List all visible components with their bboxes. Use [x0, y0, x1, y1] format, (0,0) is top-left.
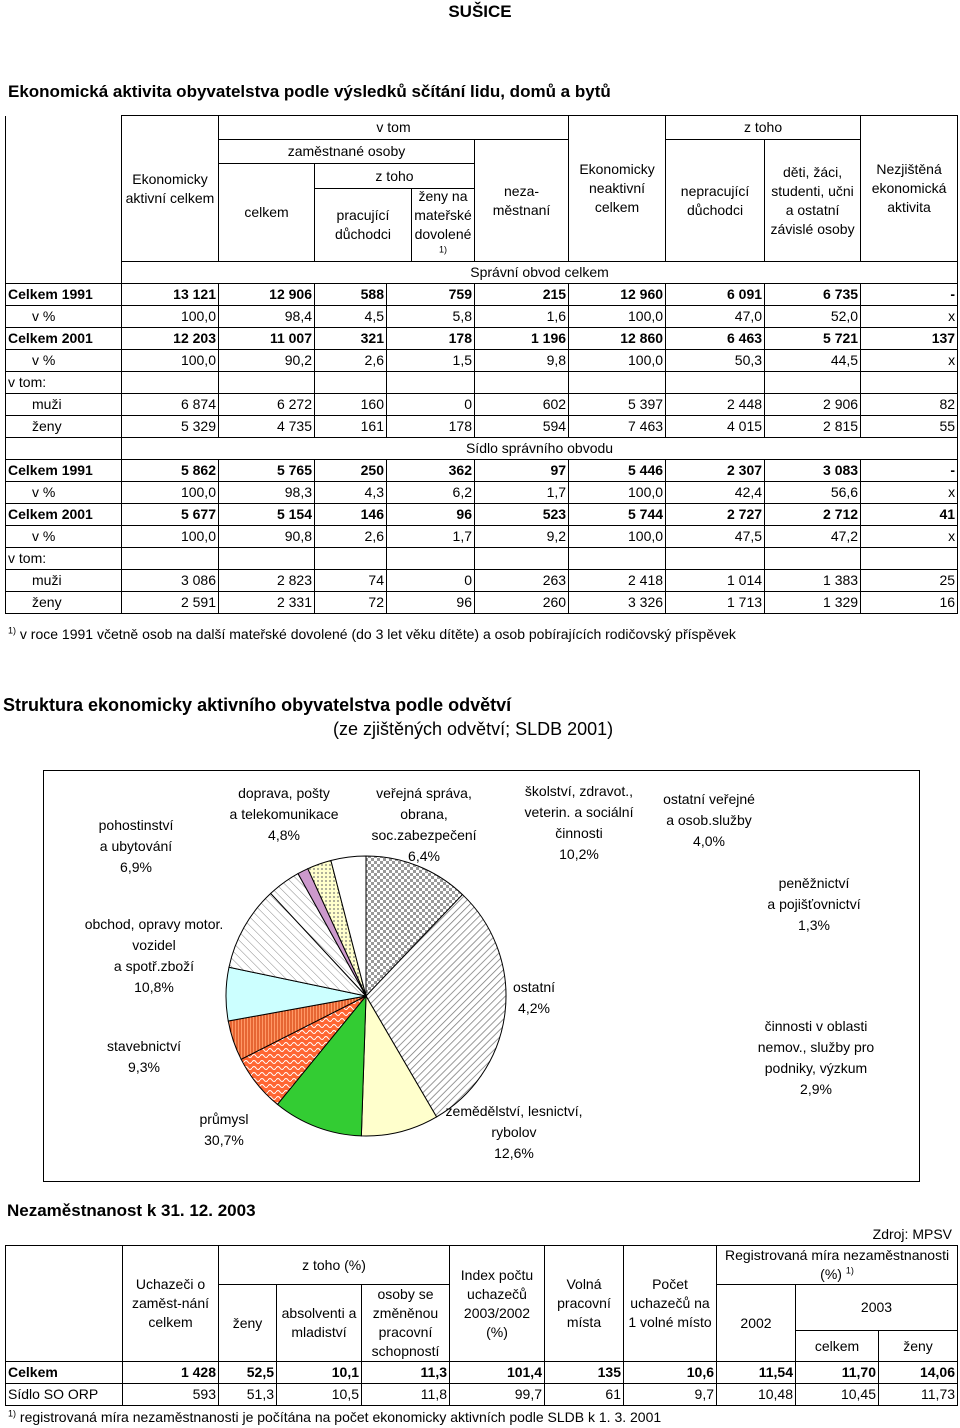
table-cell: 2,6 — [315, 526, 387, 548]
table-cell: 5 744 — [569, 504, 666, 526]
table-cell: 100,0 — [122, 350, 219, 372]
table-cell: 4,3 — [315, 482, 387, 504]
table-cell — [765, 372, 861, 394]
row-label: Celkem — [6, 1362, 123, 1384]
row-label: Celkem 1991 — [6, 460, 122, 482]
table-cell: 12 960 — [569, 284, 666, 306]
table-cell: 90,8 — [219, 526, 315, 548]
table-cell: 41 — [861, 504, 958, 526]
table-cell: 10,45 — [796, 1384, 879, 1406]
table-cell: 1 014 — [666, 570, 765, 592]
table-cell — [475, 372, 569, 394]
table-cell: 1,6 — [475, 306, 569, 328]
table-cell: 602 — [475, 394, 569, 416]
pie-label-line: soc.zabezpečení — [371, 827, 477, 843]
table-cell: 44,5 — [765, 350, 861, 372]
header-v-tom: v tom — [219, 116, 569, 140]
header-unemployed: neza-městnaní — [475, 140, 569, 262]
table-row — [6, 460, 958, 482]
table-cell: 12 906 — [219, 284, 315, 306]
table-cell: 2 307 — [666, 460, 765, 482]
table-cell: 98,4 — [219, 306, 315, 328]
table-cell: 10,5 — [277, 1384, 362, 1406]
city-title: SUŠICE — [448, 2, 512, 21]
table-cell: 2 712 — [765, 504, 861, 526]
header-employed: zaměstnané osoby — [219, 140, 475, 164]
source-note: Zdroj: MPSV — [872, 1226, 952, 1242]
table-cell: 5 677 — [122, 504, 219, 526]
table-cell: 100,0 — [122, 306, 219, 328]
table-cell: 3 086 — [122, 570, 219, 592]
table-cell: 100,0 — [122, 482, 219, 504]
table-row — [6, 350, 958, 372]
pie-label-line: ostatní veřejné — [663, 791, 755, 807]
pie-label-line: 6,4% — [408, 848, 440, 864]
pie-label-line: nemov., služby pro — [757, 1039, 875, 1055]
table-cell: 4 015 — [666, 416, 765, 438]
table-cell: 9,7 — [624, 1384, 717, 1406]
table-cell: 2 727 — [666, 504, 765, 526]
table-cell: x — [861, 526, 958, 548]
pie-slice-label — [525, 781, 634, 865]
row-label: ženy — [6, 592, 122, 614]
header-inactive-total: Ekonomicky neaktivní celkem — [569, 116, 666, 262]
table-cell: 5 329 — [122, 416, 219, 438]
table-cell: 362 — [387, 460, 475, 482]
economic-activity-table — [5, 115, 958, 614]
table-cell: 6,2 — [387, 482, 475, 504]
table-cell: 10,6 — [624, 1362, 717, 1384]
table-cell — [666, 548, 765, 570]
section-spacer — [6, 438, 122, 460]
table-cell: 759 — [387, 284, 475, 306]
table-cell: 2 331 — [219, 592, 315, 614]
pie-label-line: činnosti v oblasti — [764, 1018, 868, 1034]
table-cell: 6 735 — [765, 284, 861, 306]
table-cell: 5,8 — [387, 306, 475, 328]
table-cell: 5 446 — [569, 460, 666, 482]
table-cell — [569, 548, 666, 570]
corner-cell — [6, 116, 122, 262]
table-cell: 146 — [315, 504, 387, 526]
header-nonworking-pensioners: nepracující důchodci — [666, 140, 765, 262]
table-cell: 3 326 — [569, 592, 666, 614]
t3-header-2003-women: ženy — [879, 1331, 958, 1362]
t3-header-women: ženy — [219, 1285, 277, 1362]
table-row — [6, 328, 958, 350]
table-cell: 100,0 — [569, 482, 666, 504]
pie-label-line: 10,8% — [134, 979, 174, 995]
pie-label-line: vozidel — [132, 937, 176, 953]
pie-label-line: a ubytování — [99, 838, 173, 854]
t3-header-2003: 2003 — [796, 1285, 958, 1331]
table-cell — [861, 372, 958, 394]
table-cell — [315, 372, 387, 394]
table-cell — [387, 548, 475, 570]
table-cell: 2 418 — [569, 570, 666, 592]
table-cell: 11,54 — [717, 1362, 796, 1384]
table-cell — [666, 372, 765, 394]
section1-title: Ekonomická aktivita obyvatelstva podle výsledků sčítání lidu, domů a bytů — [8, 82, 611, 101]
table-cell — [861, 548, 958, 570]
table-cell: 1 713 — [666, 592, 765, 614]
table-cell: 96 — [387, 592, 475, 614]
pie-label-line: 1,3% — [798, 917, 830, 933]
table-row — [6, 548, 958, 570]
table-cell: 52,5 — [219, 1362, 277, 1384]
table-cell: 2 591 — [122, 592, 219, 614]
table-cell: 215 — [475, 284, 569, 306]
table-cell: 12 860 — [569, 328, 666, 350]
row-label: v tom: — [6, 548, 122, 570]
table-row — [6, 504, 958, 526]
table-cell — [569, 372, 666, 394]
table-row — [6, 526, 958, 548]
table-cell: 13 121 — [122, 284, 219, 306]
header-z-toho-inactive: z toho — [666, 116, 861, 140]
table-cell — [475, 548, 569, 570]
t3-corner-cell — [6, 1246, 123, 1362]
pie-slice-label — [371, 783, 476, 867]
table-cell: 56,6 — [765, 482, 861, 504]
t3-header-z-toho: z toho (%) — [219, 1246, 450, 1285]
table-cell: 2 906 — [765, 394, 861, 416]
table-cell: 7 463 — [569, 416, 666, 438]
table-cell: 6 272 — [219, 394, 315, 416]
table-cell — [219, 548, 315, 570]
table-cell: 100,0 — [569, 526, 666, 548]
pie-slice-label — [99, 815, 174, 878]
table-row — [6, 592, 958, 614]
table-cell: 11,70 — [796, 1362, 879, 1384]
pie-label-line: podniky, výzkum — [764, 1060, 868, 1076]
pie-label-line: stavebnictví — [107, 1038, 181, 1054]
section2-subtitle: (ze zjištěných odvětví; SLDB 2001) — [333, 719, 614, 739]
pie-label-line: obchod, opravy motor. — [84, 916, 224, 932]
pie-chart-frame — [43, 770, 920, 1182]
section-label: Správní obvod celkem — [122, 262, 958, 284]
table-cell: 1,7 — [387, 526, 475, 548]
row-label: Celkem 2001 — [6, 328, 122, 350]
table-cell: 6 091 — [666, 284, 765, 306]
table-cell: 1,7 — [475, 482, 569, 504]
pie-label-line: a spotř.zboží — [113, 958, 195, 974]
table-cell: 11 007 — [219, 328, 315, 350]
row-label: ženy — [6, 416, 122, 438]
header-unknown: Nezjištěná ekonomická aktivita — [861, 116, 958, 262]
table-row — [6, 394, 958, 416]
table-cell: 97 — [475, 460, 569, 482]
table-cell: 74 — [315, 570, 387, 592]
pie-label-line: 2,9% — [800, 1081, 832, 1097]
pie-label-line: ostatní — [512, 979, 556, 995]
pie-label-line: obrana, — [400, 806, 448, 822]
table-cell: 137 — [861, 328, 958, 350]
header-ea-total: Ekonomicky aktivní celkem — [122, 116, 219, 262]
section-label: Sídlo správního obvodu — [122, 438, 958, 460]
table-cell: 51,3 — [219, 1384, 277, 1406]
table-cell: 99,7 — [450, 1384, 545, 1406]
row-label: v % — [6, 350, 122, 372]
pie-label-line: 6,9% — [120, 859, 152, 875]
table-row — [6, 416, 958, 438]
table-cell: 2,6 — [315, 350, 387, 372]
table-cell: 11,8 — [362, 1384, 450, 1406]
table-cell — [765, 548, 861, 570]
table-cell: 250 — [315, 460, 387, 482]
table-cell: - — [861, 460, 958, 482]
row-label: v % — [6, 482, 122, 504]
row-label: muži — [6, 570, 122, 592]
pie-label-line: 4,0% — [693, 833, 725, 849]
header-working-pensioners: pracující důchodci — [334, 207, 392, 242]
pie-slice-label — [446, 1101, 583, 1164]
table-cell: 4 735 — [219, 416, 315, 438]
pie-slice-label — [107, 1036, 181, 1078]
table-cell: 25 — [861, 570, 958, 592]
table-cell: 5 862 — [122, 460, 219, 482]
row-label: v % — [6, 306, 122, 328]
table-cell: 9,8 — [475, 350, 569, 372]
pie-slice-label — [230, 783, 339, 846]
table-cell: 1 196 — [475, 328, 569, 350]
t3-header-2002: 2002 — [717, 1285, 796, 1362]
table-cell: 98,3 — [219, 482, 315, 504]
table-cell: 100,0 — [569, 350, 666, 372]
header-z-toho-block — [315, 164, 475, 262]
pie-label-line: doprava, pošty — [238, 785, 330, 801]
table-cell: 12 203 — [122, 328, 219, 350]
pie-label-line: veterin. a sociální — [524, 804, 634, 820]
pie-slice-label — [85, 914, 224, 998]
table-cell: 0 — [387, 394, 475, 416]
table-cell: 5 154 — [219, 504, 315, 526]
table-cell: x — [861, 306, 958, 328]
table-row — [6, 372, 958, 394]
table-cell: 96 — [387, 504, 475, 526]
pie-slice-label — [513, 977, 555, 1019]
table-cell: 160 — [315, 394, 387, 416]
section3-title: Nezaměstnanost k 31. 12. 2003 — [7, 1201, 256, 1220]
table-cell — [122, 372, 219, 394]
table-cell — [122, 548, 219, 570]
table-cell: 1,5 — [387, 350, 475, 372]
t3-header-reduced: osoby se změněnou pracovní schopností — [362, 1285, 450, 1362]
row-label: v % — [6, 526, 122, 548]
table-cell: 593 — [123, 1384, 219, 1406]
pie-label-line: školství, zdravot., — [524, 783, 634, 799]
table-cell: 2 448 — [666, 394, 765, 416]
t3-header-per-vacancy: Počet uchazečů na 1 volné místo — [624, 1246, 717, 1362]
table-cell — [387, 372, 475, 394]
table-cell: 321 — [315, 328, 387, 350]
table-cell: 260 — [475, 592, 569, 614]
t3-header-vacancies: Volná pracovní místa — [545, 1246, 624, 1362]
pie-label-line: 4,8% — [268, 827, 300, 843]
table-cell: 47,5 — [666, 526, 765, 548]
table-cell: 594 — [475, 416, 569, 438]
table-cell: 1 329 — [765, 592, 861, 614]
table-cell: 52,0 — [765, 306, 861, 328]
table-cell: 10,1 — [277, 1362, 362, 1384]
row-label: Celkem 2001 — [6, 504, 122, 526]
row-label: v tom: — [6, 372, 122, 394]
table-row — [6, 306, 958, 328]
pie-label-line: pohostinství — [98, 817, 174, 833]
table-cell: 5 765 — [219, 460, 315, 482]
row-label: muži — [6, 394, 122, 416]
pie-label-line: a pojišťovnictví — [767, 896, 861, 912]
pie-label-line: 9,3% — [128, 1059, 160, 1075]
t3-header-applicants: Uchazeči o zaměst-nání celkem — [123, 1246, 219, 1362]
table-cell: 135 — [545, 1362, 624, 1384]
table-cell: 9,2 — [475, 526, 569, 548]
table-cell: 11,3 — [362, 1362, 450, 1384]
t3-header-graduates: absolventi a mladiství — [277, 1285, 362, 1362]
table-row — [6, 284, 958, 306]
table-row — [6, 570, 958, 592]
table-cell — [219, 372, 315, 394]
table-cell — [315, 548, 387, 570]
table-cell: 263 — [475, 570, 569, 592]
footnote-3: $^{1)}$ registrovaná míra nezaměstnanosti je počítána na počet ekonomicky aktivních podle SLDB k 1. 3. 2001 — [8, 1408, 662, 1425]
header-employed-total: celkem — [219, 164, 315, 262]
section-spacer — [6, 262, 122, 284]
table-cell: x — [861, 482, 958, 504]
pie-label-line: průmysl — [199, 1111, 249, 1127]
pie-label-line: a osob.služby — [666, 812, 752, 828]
pie-label-line: 30,7% — [204, 1132, 244, 1148]
t3-header-2003-total: celkem — [796, 1331, 879, 1362]
pie-label-line: veřejná správa, — [376, 785, 472, 801]
section2-title: Struktura ekonomicky aktivního obyvatelstva podle odvětví — [3, 695, 512, 715]
table-cell: 161 — [315, 416, 387, 438]
pie-label-line: rybolov — [491, 1124, 537, 1140]
table-cell: 90,2 — [219, 350, 315, 372]
table-cell: 6 874 — [122, 394, 219, 416]
table-cell: 5 721 — [765, 328, 861, 350]
table-cell: 523 — [475, 504, 569, 526]
table-cell: 4,5 — [315, 306, 387, 328]
unemployment-table — [5, 1245, 958, 1406]
table-cell: 5 397 — [569, 394, 666, 416]
table-cell: 61 — [545, 1384, 624, 1406]
pie-slice-label — [767, 873, 860, 936]
table-row — [6, 1362, 958, 1384]
table-cell: 178 — [387, 328, 475, 350]
row-label: Sídlo SO ORP — [6, 1384, 123, 1406]
table-cell: 42,4 — [666, 482, 765, 504]
pie-label-line: a telekomunikace — [229, 806, 339, 822]
table-cell: 82 — [861, 394, 958, 416]
table-cell: 16 — [861, 592, 958, 614]
header-children: děti, žáci, studenti, učni a ostatní závislé osoby — [765, 140, 861, 262]
row-label: Celkem 1991 — [6, 284, 122, 306]
table-cell: - — [861, 284, 958, 306]
table-cell: 0 — [387, 570, 475, 592]
table-row — [6, 1384, 958, 1406]
table-cell: 588 — [315, 284, 387, 306]
table-cell: 101,4 — [450, 1362, 545, 1384]
table-cell: 50,3 — [666, 350, 765, 372]
pie-label-line: peněžnictví — [778, 875, 850, 891]
table-cell: 2 815 — [765, 416, 861, 438]
header-maternity: ženy na mateřské dovolené $^{1)}$ — [411, 189, 474, 261]
table-cell: 2 823 — [219, 570, 315, 592]
table-cell: 100,0 — [569, 306, 666, 328]
table-cell: x — [861, 350, 958, 372]
table-cell: 14,06 — [879, 1362, 958, 1384]
pie-slice-label — [199, 1109, 248, 1151]
header-z-toho: z toho — [315, 164, 474, 189]
table-cell: 178 — [387, 416, 475, 438]
table-cell: 72 — [315, 592, 387, 614]
pie-label-line: činnosti — [555, 825, 603, 841]
table-cell: 100,0 — [122, 526, 219, 548]
pie-label-line: 12,6% — [494, 1145, 534, 1161]
table-cell: 10,48 — [717, 1384, 796, 1406]
table-cell: 6 463 — [666, 328, 765, 350]
pie-label-line: zemědělství, lesnictví, — [445, 1103, 583, 1119]
table-cell: 3 083 — [765, 460, 861, 482]
table-cell: 1 428 — [123, 1362, 219, 1384]
table-row — [6, 482, 958, 504]
pie-slice-label — [663, 789, 755, 852]
footnote-1: $^{1)}$ v roce 1991 včetně osob na další mateřské dovolené (do 3 let věku dítěte) a osob pobírajících rodičovský příspěvek — [8, 625, 736, 642]
pie-slice-label — [758, 1016, 874, 1100]
table-cell: 47,0 — [666, 306, 765, 328]
pie-label-line: 4,2% — [518, 1000, 550, 1016]
table-cell: 1 383 — [765, 570, 861, 592]
table-cell: 47,2 — [765, 526, 861, 548]
table-cell: 11,73 — [879, 1384, 958, 1406]
pie-label-line: 10,2% — [559, 846, 599, 862]
t3-header-rate: Registrovaná míra nezaměstnanosti (%) $^{1)}$ — [717, 1246, 958, 1285]
t3-header-index: Index počtu uchazečů 2003/2002 (%) — [450, 1246, 545, 1362]
table-cell: 55 — [861, 416, 958, 438]
